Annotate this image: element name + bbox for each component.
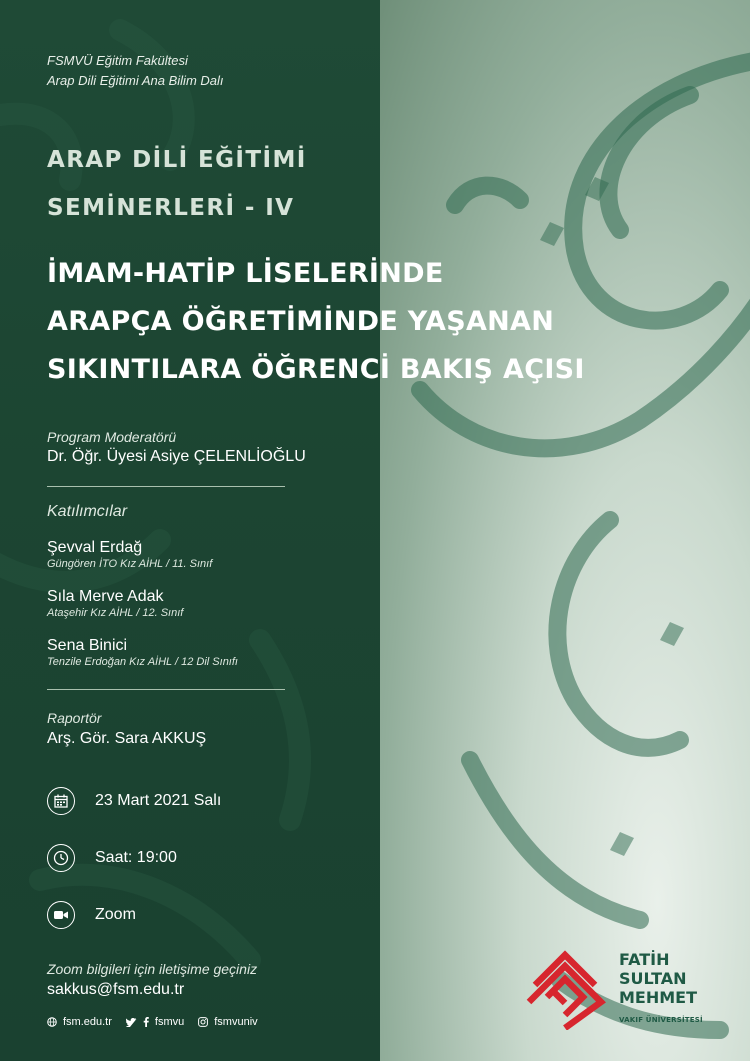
seminar-title — [47, 250, 687, 394]
event-time: Saat: 19:00 — [95, 849, 177, 866]
participants-label: Katılımcılar — [47, 503, 128, 520]
faculty-heading — [47, 51, 224, 91]
series-line-1: ARAP DİLİ EĞİTİMİ — [47, 147, 307, 173]
reporter-label: Raportör — [47, 710, 102, 726]
reporter-name: Arş. Gör. Sara AKKUŞ — [47, 730, 207, 747]
website-text: fsm.edu.tr — [63, 1016, 112, 1028]
moderator-name: Dr. Öğr. Üyesi Asiye ÇELENLİOĞLU — [47, 448, 306, 465]
department-name: Arap Dili Eğitimi Ana Bilim Dalı — [47, 73, 224, 88]
moderator-block — [47, 428, 306, 468]
clock-icon — [47, 844, 75, 872]
platform-row — [47, 901, 136, 929]
twitter-icon — [126, 1018, 137, 1027]
logo-subtitle: VAKIF ÜNİVERSİTESİ — [619, 1016, 703, 1024]
instagram-link[interactable] — [198, 1016, 257, 1028]
logo-line-2: SULTAN — [619, 969, 687, 988]
footer-links — [47, 1016, 272, 1028]
participant-item — [47, 587, 238, 621]
instagram-handle: fsmvuniv — [214, 1016, 258, 1028]
reporter-block — [47, 709, 206, 751]
participants-block — [47, 502, 238, 685]
calendar-icon — [47, 787, 75, 815]
participant-name: Sena Binici — [47, 637, 128, 654]
faculty-name: FSMVÜ Eğitim Fakültesi — [47, 53, 188, 68]
university-logo — [525, 940, 725, 1030]
title-line-2: ARAPÇA ÖĞRETİMİNDE YAŞANAN — [47, 306, 555, 337]
title-line-3: SIKINTILARA ÖĞRENCİ BAKIŞ AÇISI — [47, 354, 585, 385]
event-platform: Zoom — [95, 906, 136, 923]
social-handle: fsmvu — [154, 1016, 185, 1028]
participant-name: Şevval Erdağ — [47, 539, 143, 556]
logo-wordmark — [619, 950, 697, 1007]
instagram-icon — [198, 1017, 208, 1027]
participant-school: Güngören İTO Kız AİHL / 11. Sınıf — [47, 558, 213, 570]
logo-line-1: FATİH — [619, 950, 670, 969]
facebook-icon — [143, 1017, 149, 1027]
social-link[interactable] — [126, 1016, 184, 1028]
series-title — [47, 136, 307, 232]
time-row — [47, 844, 177, 872]
video-camera-icon — [47, 901, 75, 929]
date-row — [47, 787, 221, 815]
contact-email[interactable]: sakkus@fsm.edu.tr — [47, 981, 185, 998]
series-line-2: SEMİNERLERİ - IV — [47, 195, 295, 221]
website-link[interactable] — [47, 1016, 112, 1028]
logo-line-3: MEHMET — [619, 988, 698, 1007]
participant-school: Tenzile Erdoğan Kız AİHL / 12 Dil Sınıfı — [47, 656, 238, 668]
divider — [47, 486, 285, 487]
contact-note: Zoom bilgileri için iletişime geçiniz — [47, 961, 258, 977]
divider — [47, 689, 285, 690]
participant-school: Ataşehir Kız AİHL / 12. Sınıf — [47, 607, 184, 619]
participant-item — [47, 538, 238, 572]
title-line-1: İMAM-HATİP LİSELERİNDE — [47, 258, 444, 289]
fsm-logo-mark — [525, 940, 611, 1030]
event-date: 23 Mart 2021 Salı — [95, 792, 222, 809]
participant-item — [47, 636, 238, 670]
globe-icon — [47, 1017, 57, 1027]
participant-name: Sıla Merve Adak — [47, 588, 164, 605]
contact-block — [47, 959, 257, 1001]
moderator-label: Program Moderatörü — [47, 429, 177, 445]
